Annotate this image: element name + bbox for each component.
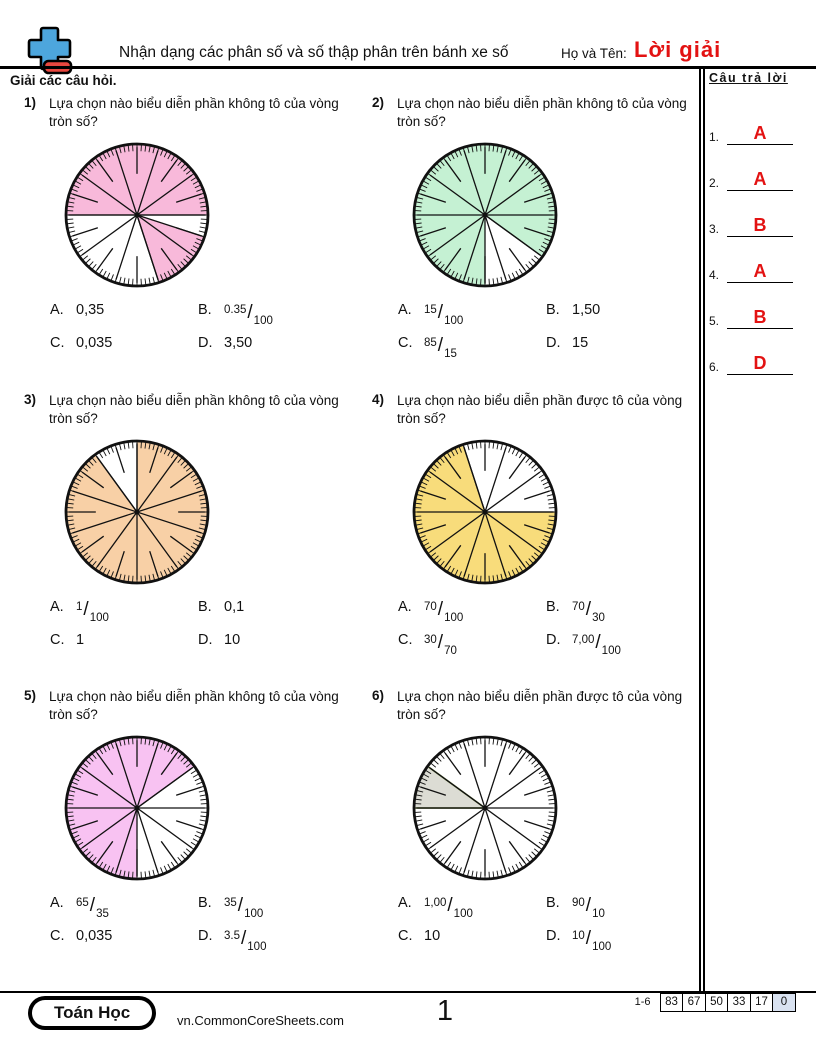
number-wheel [62,733,212,883]
answer-item [709,191,812,237]
choice-label: B. [546,894,560,911]
score-cell: 0 [772,993,796,1012]
fraction [572,632,621,656]
choice-value: 15 [572,334,589,351]
instructions: Giải các câu hỏi. [10,73,117,88]
choice-label: B. [198,598,212,615]
choices [50,302,356,359]
fraction-numerator: 1 [76,600,83,613]
wheel-wrap [410,733,560,883]
choices [398,599,696,656]
fraction-slash: / [437,598,444,620]
answers-panel [709,71,812,375]
choice [198,335,356,359]
question-head [372,95,696,131]
fraction-slash: / [89,894,96,916]
answer-blank: A [727,261,793,283]
question-head [372,392,696,428]
answer-item [709,283,812,329]
fraction [224,895,263,919]
number-wheel [62,437,212,587]
question-text: Lựa chọn nào biểu diễn phần không tô của vòng tròn số? [49,96,339,129]
choice [398,302,546,326]
answer-item [709,145,812,191]
choice-label: D. [546,631,561,648]
fraction [572,928,611,952]
fraction-denominator: 100 [444,314,464,327]
question-number: 4) [372,392,385,407]
choice-label: A. [50,301,64,318]
choice-label: D. [198,927,213,944]
fraction-denominator: 100 [244,907,264,920]
choice-label: C. [398,631,413,648]
fraction-denominator: 100 [601,644,621,657]
choice-label: C. [50,334,65,351]
question-head [24,95,356,131]
choice [50,302,198,326]
fraction-numerator: 30 [424,633,437,646]
answer-number: 4. [709,268,720,282]
fraction-slash: / [247,301,253,323]
choice-label: A. [398,894,412,911]
number-wheel [410,437,560,587]
fraction-denominator: 100 [253,314,273,327]
name-label: Họ và Tên: [561,46,627,61]
choice-value: 1 [76,631,85,648]
answer-blank: A [727,123,793,145]
choice [198,599,356,623]
choice-label: A. [50,598,64,615]
fraction-denominator: 100 [444,611,464,624]
fraction-slash: / [437,301,444,323]
choice [398,928,546,952]
fraction-slash: / [83,598,89,620]
choice [546,928,696,952]
choice [546,632,696,656]
answer-number: 2. [709,176,720,190]
choice [398,335,546,359]
answer-number: 3. [709,222,720,236]
wheel-wrap [410,437,560,587]
choice [50,895,198,919]
fraction-numerator: 0.35 [224,303,247,316]
score-cell: 17 [750,993,774,1012]
question [24,392,356,656]
fraction-denominator: 100 [592,940,612,953]
choice [546,599,696,623]
answer-item [709,99,812,145]
fraction-numerator: 15 [424,303,437,316]
fraction [76,599,109,623]
question-text: Lựa chọn nào biểu diễn phần được tô của vòng tròn số? [397,689,683,722]
fraction [424,632,457,656]
score-table [635,993,796,1012]
answer-blank: A [727,169,793,191]
page-number: 1 [436,995,454,1027]
choice-label: A. [50,894,64,911]
fraction-denominator: 10 [592,907,605,920]
choice-value: 3,50 [224,334,253,351]
choice-label: C. [398,927,413,944]
choice-label: D. [546,927,561,944]
fraction-denominator: 100 [453,907,473,920]
fraction-denominator: 100 [89,611,109,624]
fraction [572,599,605,623]
question-text: Lựa chọn nào biểu diễn phần không tô của vòng tròn số? [49,393,339,426]
fraction-denominator: 35 [96,907,109,920]
fraction-slash: / [585,927,592,949]
wheel-wrap [410,140,560,290]
question-number: 6) [372,688,385,703]
fraction-slash: / [595,631,601,653]
choice-value: 0,1 [224,598,245,615]
wheel-wrap [62,140,212,290]
choice [198,928,356,952]
choices [398,895,696,952]
choice [198,895,356,919]
choice-value: 0,35 [76,301,105,318]
fraction-numerator: 3.5 [224,929,240,942]
fraction-slash: / [437,334,444,356]
question [372,392,696,656]
number-wheel [410,140,560,290]
question [372,688,696,952]
choice [50,928,198,952]
question-text: Lựa chọn nào biểu diễn phần không tô của vòng tròn số? [397,96,687,129]
answers-title: Câu trả lời [709,71,788,85]
question [24,688,356,952]
choice [50,335,198,359]
answer-number: 1. [709,130,720,144]
score-cell: 83 [660,993,684,1012]
choice-value: 0,035 [76,334,113,351]
choice [398,632,546,656]
question-text: Lựa chọn nào biểu diễn phần không tô của vòng tròn số? [49,689,339,722]
choice-label: D. [198,631,213,648]
choice-label: C. [50,927,65,944]
choice [546,335,696,359]
choice [546,895,696,919]
score-cell: 50 [705,993,729,1012]
wheel-wrap [62,437,212,587]
fraction-slash: / [585,894,592,916]
fraction [224,302,273,326]
answer-blank: D [727,353,793,375]
fraction-numerator: 65 [76,896,89,909]
choices [50,599,356,656]
number-wheel [410,733,560,883]
site-url: vn.CommonCoreSheets.com [177,1013,344,1028]
score-cell: 33 [727,993,751,1012]
fraction [572,895,605,919]
page-title: Nhận dạng các phân số và số thập phân trên bánh xe số [119,44,509,61]
subject-badge-label: Toán Học [32,1000,152,1026]
fraction-numerator: 35 [224,896,237,909]
fraction-slash: / [437,631,444,653]
choice-label: B. [198,894,212,911]
answer-item [709,329,812,375]
fraction-numerator: 70 [424,600,437,613]
question-number: 1) [24,95,37,110]
score-label: 1-6 [634,996,651,1008]
question-head [24,392,356,428]
fraction-numerator: 90 [572,896,585,909]
answer-blank: B [727,215,793,237]
choice-value: 10 [424,927,441,944]
fraction-denominator: 70 [444,644,457,657]
number-wheel [62,140,212,290]
choice [398,895,546,919]
answer-number: 5. [709,314,720,328]
choice-value: 0,035 [76,927,113,944]
choice [50,599,198,623]
choice-value: 1,50 [572,301,601,318]
choice [198,632,356,656]
choice-label: D. [198,334,213,351]
choice-label: B. [198,301,212,318]
fraction-slash: / [447,894,453,916]
fraction-denominator: 100 [247,940,267,953]
fraction [424,335,457,359]
choice-label: C. [50,631,65,648]
choice-label: A. [398,301,412,318]
fraction-numerator: 10 [572,929,585,942]
fraction [224,928,266,952]
wheel-wrap [62,733,212,883]
fraction-denominator: 30 [592,611,605,624]
choice-label: A. [398,598,412,615]
fraction-numerator: 85 [424,336,437,349]
choices [398,302,696,359]
choice-label: B. [546,301,560,318]
fraction-numerator: 70 [572,600,585,613]
question-head [24,688,356,724]
choice-label: B. [546,598,560,615]
fraction-slash: / [241,927,247,949]
question-head [372,688,696,724]
question-number: 5) [24,688,37,703]
question-number: 3) [24,392,37,407]
fraction-denominator: 15 [444,347,457,360]
answer-item [709,237,812,283]
choice [50,632,198,656]
answer-number: 6. [709,360,720,374]
question [24,95,356,359]
choice [198,302,356,326]
choice-label: D. [546,334,561,351]
fraction [76,895,109,919]
column-separator [699,69,705,991]
choice-value: 10 [224,631,241,648]
fraction-slash: / [585,598,592,620]
fraction-numerator: 1,00 [424,896,447,909]
fraction-slash: / [237,894,244,916]
choice [398,599,546,623]
fraction [424,302,463,326]
fraction [424,599,463,623]
score-cell: 67 [682,993,706,1012]
answer-blank: B [727,307,793,329]
subject-badge [28,996,156,1030]
question-text: Lựa chọn nào biểu diễn phần được tô của vòng tròn số? [397,393,683,426]
choice-label: C. [398,334,413,351]
fraction-numerator: 7,00 [572,633,595,646]
header-rule [0,66,816,69]
choices [50,895,356,952]
choice [546,302,696,326]
question-number: 2) [372,95,385,110]
question [372,95,696,359]
name-value: Lời giải [634,37,722,62]
fraction [424,895,473,919]
